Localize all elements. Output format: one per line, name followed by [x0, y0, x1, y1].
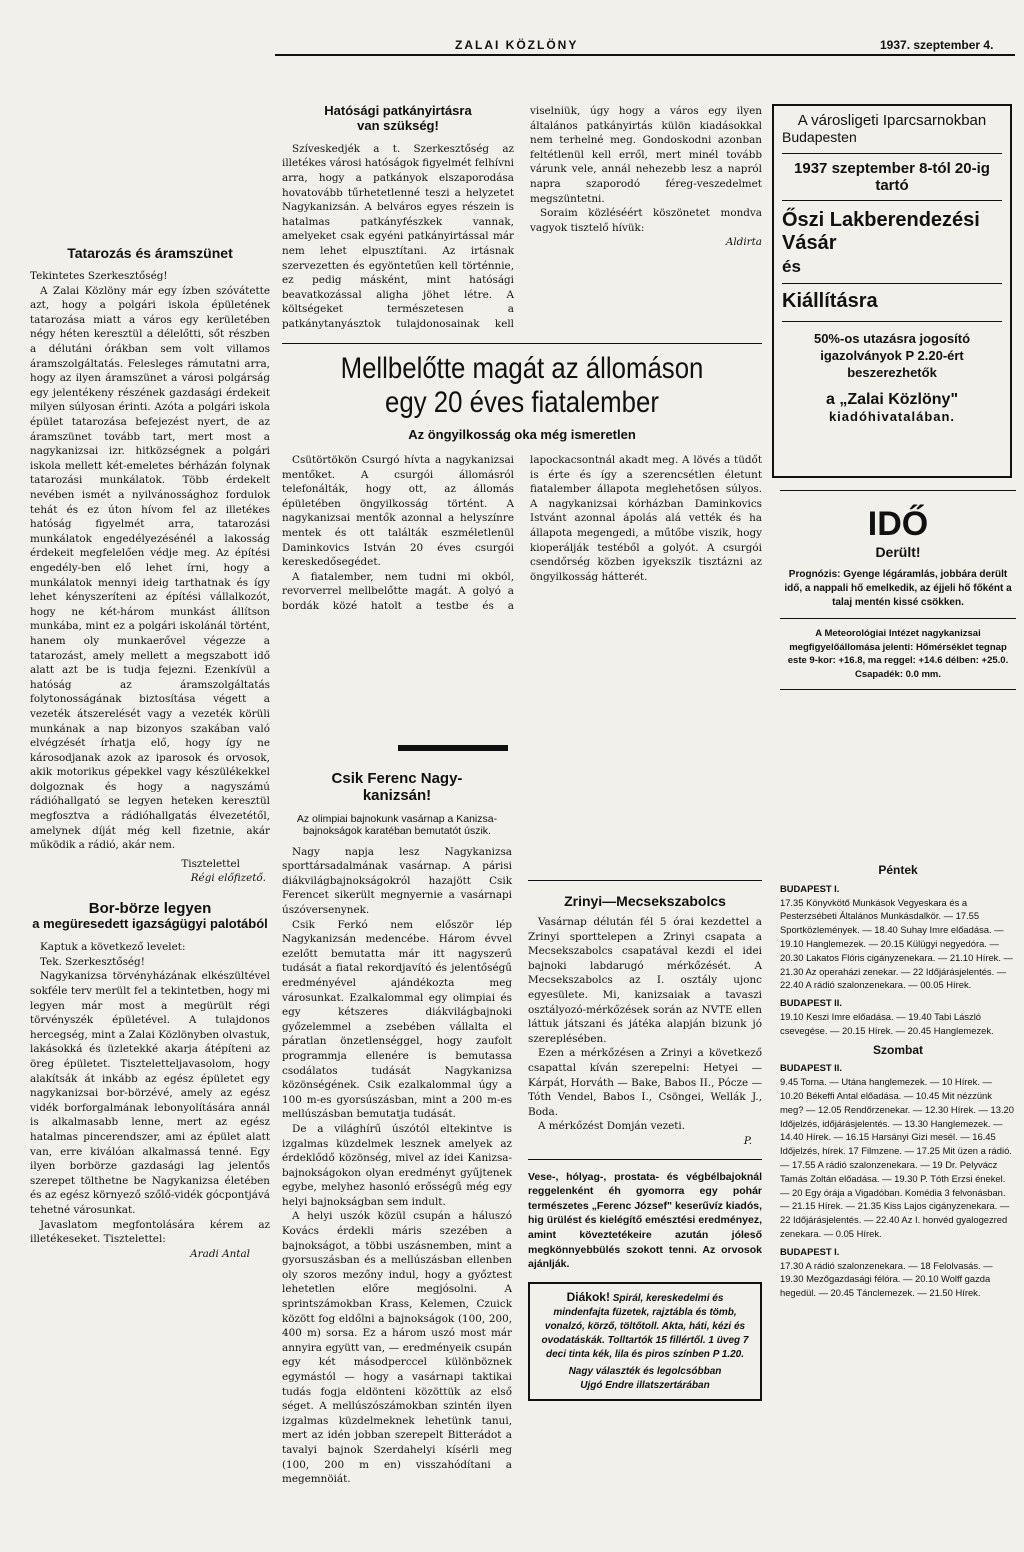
- radio-program: [780, 858, 1016, 1300]
- varosliget-line-5: és: [782, 257, 801, 276]
- masthead-rule: [275, 54, 1015, 56]
- csik-body-3: De a világhírű úszótól eltekintve is izgalmas küzdelmek lesznek amelyek az érdeklődő közönség, mivel az idei Kanizsa-bajnokságokon olyan eredményt gyűjtenek egybe, melyhez hasonló erősségű még egy helyi bajnokságban sem indult.: [282, 1122, 512, 1208]
- varosliget-rule-2: [782, 200, 1002, 201]
- radio-station-program: 17.35 Könyvkötő Munkások Vegyeskara és a Pesterzsébeti Általános Munkásdalkör. — 17.55 Sportközlemények. — 18.40 Suhay Imre előadása. — 19.10 Hanglemezek. — 20.15 Külügyi negyedóra. — 20.30 Lakatos Flóris cigányzenekara. — 21.10 Hírek. — 21.30 Az operaházi zenekar. — 22 Időjárásjelentés. — 22.40 A rádió szalonzenekara. — 00.05 Hírek.: [780, 896, 1013, 991]
- radio-day-saturday: Szombat: [872, 1042, 923, 1057]
- csik-body-4: A helyi uszók közül csupán a háluszó Kovács érdekli máris szezében a bajnokságot, a többi uszásnemben, mint a gyorsuszásban és a mellúszásban ellenben oly szoros mezőny indul, hogy a győztest lehetetlen előre megjósolni. A sprintszámokban Krass, Kelemen, Czuick között fog eldőlni a bajnokságok (100, 200, 400 m) sorsa. Ez a három uszó most már annyira együtt van, — eredményeik csupán egy két másodperccel különböznek egymástól — hogy a vasárnapi taktikai tudás fogja eldönteni közöttük az első séget. A mellúszószámokban szintén ilyen izgalmas küzdelmeknek lehetünk tanui, mert az idén jobban szerepelt Bitterádot a tavalyi bajnok Szerdahelyi kísérli meg (100, 200 m en) visszahódítani a megemnöiát.: [282, 1210, 512, 1486]
- radio-station-program: 17.30 A rádió szalonzenekara. — 18 Felolvasás. — 19.30 Mezőgazdasági félóra. — 20.10 Wolff gazda hegedül. — 20.45 Tánclemezek. — 21.50 Hírek.: [780, 1259, 993, 1299]
- hatosagi-signature: Aldirta: [725, 236, 762, 249]
- weather-rule-bottom: [780, 689, 1016, 690]
- weather-rule-mid: [780, 618, 1016, 619]
- masthead: [0, 0, 1024, 96]
- borborze-title-1: Bor-börze legyen: [88, 900, 212, 918]
- zrinyi-signature: P.: [743, 1135, 752, 1147]
- mellbelotte-body-2: A fiatalember, nem tudni mi okból, revorverrel mellbelőtte magát. A golyó a bordák közé hatolt a testbe és a lapockacsontnál akadt meg. A lövés a tüdőt is érte és így a szerencsétlen életunt fiatalember állapota meglehetősen súlyos. A nagykanizsai kórházban Daminkovics Istvánt azonnal ápolás alá vették és ha állapota megengedi, a műtőbe viszik, hogy kioperálják testéből a golyót. A csurgói csendőrség közben igyekszik tisztázni az öngyilkosság hátterét.: [282, 453, 762, 612]
- radio-station-name: BUDAPEST II.: [780, 997, 842, 1009]
- diakok-line-3: Ujgó Endre illatszertárában: [580, 1379, 710, 1391]
- hatosagi-closing: Soraim közléséért köszönetet mondva vagyok tisztelő hívük:: [530, 207, 762, 234]
- csik-body-1: Nagy napja lesz Nagykanizsa sporttársadalmának vasárnap. A párisi diákvilágbajnokságokról hazajött Csik Ferencet sikerült megnyernie a vasárnapi úszóversenynek.: [282, 845, 512, 916]
- hatosagi-title-2: van szükség!: [357, 117, 439, 133]
- weather-subtitle: Derült!: [875, 544, 921, 561]
- varosliget-rule-4: [782, 321, 1002, 322]
- separator-bar: [398, 745, 508, 751]
- vese-rule: [528, 1159, 762, 1160]
- borborze-title-2: a megüresedett igazságügyi palotából: [32, 916, 268, 932]
- diakok-text: Spirál, kereskedelmi és mindenfajta füzetek, rajztábla és tömb, vonalzó, körző, töltőtoll. Akta, háti, kézi és ovodatáskák. Tolltartók 15 fillértől. 1 üveg 7 deci tinta kék, lila és piros színben P 1.20.: [541, 1292, 749, 1360]
- varosliget-line-7: 50%-os utazásra jogosító igazolványok P 2.20-ért beszerezhetők: [813, 331, 971, 380]
- weather-box: [780, 490, 1016, 690]
- tatarozas-signature: Régi előfizető.: [190, 872, 266, 885]
- radio-station-program: 19.10 Keszi Imre előadása. — 19.40 Tabi László csevegése. — 20.15 Hírek. — 20.45 Hanglemezek.: [780, 1010, 994, 1036]
- newspaper-name: ZALAI KÖZLÖNY: [455, 38, 579, 52]
- borborze-body-1: Nagykanizsa törvényházának elkészültével sokféle terv merült fel a tekintetben, hogy mi legyen már most a megürült régi törvényszék épületével. A tulajdonos hercegség, mint a Zalai Közlönyben olvastuk, lakásokká és üzletekké akarja átépíteni az öreg épületet. Tiszteletteljavasolom, hogy alakítsák át inkább az egész épületet egy nagykanizsai bor-börzévé, amely az egész vidék borforgalmának lebonyolítására annál is alkalmasabb lenne, mert az egész hatalmas pincerendszer, ami az épület alatt van, erre kiválóan alkalmassá tenné. Egy ilyen borbörze gazdasági lag jelentős szerepet tölthetne be Nagykanizsa életében és az egész környező szőlő-vidék gócpontjává tehetné városunkat.: [30, 970, 270, 1216]
- tatarozas-closing: Tisztelettel: [181, 857, 240, 870]
- borborze-signature: Aradi Antal: [190, 1247, 250, 1260]
- borborze-intro: Kaptuk a következő levelet:: [40, 941, 186, 954]
- diakok-ad: [528, 1282, 762, 1401]
- varosliget-line-3: 1937 szeptember 8-tól 20-ig tartó: [794, 160, 990, 194]
- hatosagi-body: Szíveskedjék a t. Szerkesztőség az illetékes városi hatóságok figyelmét felhívni arra, hogy a patkányok elszaporodása hovatovább tűrhetetlenné teszi a helyzetet Nagykanizsán. A belváros egyes részein is hatalmas patkányfészkek vannak, amelyeket csak egyéni patkányirtással már nem lehet elpusztítani. Az irtásnak szervezetten és egyöntetűen kell történnie, ez pedig másként, mint hatósági beavatkozással aligha jöhet létre. A költségeket természetesen a patkánytanyásztok tulajdonosainak kell viselniük, úgy hogy a város egy ilyen általános patkányirtás külön kiadásokkal nem terhelné meg. Gondoskodni azonban feltétlenül kell erről, mert minél tovább várunk vele, annál nehezebb lesz a napról napra szaporodó féreg-veszedelmet megszüntetni.: [282, 105, 762, 330]
- radio-station-name: BUDAPEST I.: [780, 882, 840, 894]
- weather-title: IDŐ: [867, 505, 929, 543]
- weather-meteo: A Meteorológiai Intézet nagykanizsai megfigyelőállomása jelenti: Hőmérséklet tegnap este 9-kor: +16.8, ma reggel: +14.6 délben: +25.0. Csapadék: 0.0 mm.: [787, 628, 1009, 680]
- zrinyi-rule: [528, 880, 762, 881]
- radio-day-friday: Péntek: [878, 863, 918, 877]
- varosliget-line-6: Kiállításra: [782, 290, 878, 312]
- csik-title-1: Csik Ferenc Nagy-: [331, 770, 463, 787]
- issue-date: 1937. szeptember 4.: [880, 38, 994, 52]
- varosliget-rule-1: [782, 153, 1002, 154]
- zrinyi-title: Zrinyi—Mecsekszabolcs: [564, 893, 726, 909]
- column-4: [528, 880, 762, 1401]
- varosliget-line-2: Budapesten: [782, 129, 857, 145]
- zrinyi-body-3: A mérkőzést Domján vezeti.: [538, 1120, 686, 1133]
- diakok-line-2: Nagy választék és legolcsóbban: [568, 1365, 722, 1377]
- varosliget-line-9: kiadóhivatalában.: [828, 409, 956, 424]
- varosliget-line-4: Őszi Lakberendezési Vásár: [782, 209, 980, 254]
- separator: [282, 343, 762, 344]
- zrinyi-body-1: Vasárnap délután fél 5 órai kezdettel a Zrinyi sporttelepen a Zrinyi csapata a Mecsekszabolcs csapatával kezdi el idei bajnoki labdarugó mérkőzését. A Mecsekszabolcs az I. osztály ujonc egyesülete. Mi, kanizsaiak a tavaszi osztályozó-mérkőzések során az NVTE ellen láttuk játszani és játéka alapján bizunk jó szereplésében.: [528, 916, 762, 1045]
- hatosagi-title-1: Hatósági patkányirtásra: [324, 103, 472, 118]
- mellbelotte-body-1: Csütörtökön Csurgó hívta a nagykanizsai mentőket. A csurgói állomásról telefonálták, hogy ott, az állomás épületében öngyilkosság történt. A nagykanizsai mentők azonnal a helyszínre mentek és ott találták eszméletlenül Daminkovics István 20 éves csurgói kereskedősegédet.: [282, 453, 514, 569]
- csik-body-2: Csik Ferkó nem először lép Nagykanizsán medencébe. Három évvel ezelőtt bemutatta már itt nagyszerű tudását a fiatal rekordjavító és jelentőségű eredményével ajándékozta meg városunkat. Ezalkalommal egy olimpiai és egy kétszeres diákvilágbajnoki győzelemmel a zsebében vállalta el páratlan önzetlenséggel, hogy zaufolt programmja ellenére is bemutassa csodálatos tudását Nagykanizsa közönségének. Csik ezalkalommal úgy a 100 m-es gyorsúszásban, mint a 200 m-es mellúszásban bemutatja tudását.: [282, 918, 512, 1121]
- weather-rule-top: [780, 490, 1016, 491]
- radio-station-name: BUDAPEST I.: [780, 1245, 840, 1257]
- mellbelotte-subtitle: Az öngyilkosság oka még ismeretlen: [408, 427, 636, 442]
- varosliget-rule-3: [782, 283, 1002, 284]
- varosliget-line-1: A városligeti Iparcsarnokban: [797, 112, 987, 129]
- zrinyi-body-2: Ezen a mérkőzésen a Zrinyi a következő csapattal kíván szerepelni: Hetyei — Kárpát, Horváth — Bake, Babos II., Pócze — Tóth Vendel, Babos I., Csöngei, Wellák J., Boda.: [528, 1047, 762, 1118]
- radio-station-program: 9.45 Torna. — Utána hanglemezek. — 10 Hírek. — 10.20 Békeffi Antal előadása. — 10.45 Mit nézzünk meg? — 12.05 Rendőrzenekar. — 12.30 Hírek. — 13.20 Időjelzés, időjárásjelentés. — 13.30 Hanglemezek. — 14.40 Hírek. — 16.15 Harsányi Gizi mesél. — 16.45 Időjelzés, hírek. 17 Filmzene. — 17.25 Mit üzen a rádió. — 17.55 A rádió szalonzenekara. — 19 Dr. Pelyvácz Tamás Zoltán előadása. — 19.30 P. Tóth Erzsi énekel. — 20 Egy órája a Vigadóban. Komédia 3 felvonásban. — 21.15 Hírek. — 21.35 Kiss Lajos cigányzenekara. — 22 Időjárásjelentés. — 22.40 Az I. honvéd gyalogezred zenekara. — 0.05 Hírek.: [780, 1076, 1014, 1239]
- mellbelotte-article: [282, 352, 762, 618]
- tatarozas-body: A Zalai Közlöny már egy ízben szóvátette azt, hogy a polgári iskola épületének tatarozása miatt a város egy kerületében négy héten keresztül a délelőtti, sőt részben a délutáni órákban sem volt villamos áramszolgáltatás. Felesleges rámutatni arra, hogy az ilyen áramszünet a városi polgárság egy jelentékeny részének gazdasági érdekeit milyen súlyosan érinti. Azóta a polgári iskola épület tatarozása befejezést nyert, de az áramszünet tovább tart, mert most a nagykanizsai izr. hitközségnek a polgári iskola mellett két-emeletes bérházán folynak tatarozási munkálatok. Több érdekelt nevében ismét a nyilvánossághoz fordulok tehát és ez úton hívom fel az illetékes hatóság figyelmét arra, tatarozási munkálatok engedélyezésénél a lakosság érdekeit megfelelően védje meg. Az építési engedély-ben elő lehet írni, hogy a munkálatok mennyi ideig tarthatnak és így lehet kényszeríteni az építési vállalkozót, hogy ne két-három munkást állítson munkába, mint ez a polgári iskolánál történt, hanem oly munkaerővel végezze a tatarozást, amely mellett a megszabott idő alatt azt be is tudja fejezni. Ezenkívül a hatóság az áramszolgáltatás folytonosságának biztosítása végett a vezeték átszerelését vagy a vezeték körüli munkának a nap bizonyos szakában való elvégzését írhatja elő, hogy így ne károsodjanak azok az iparosok és orvosok, akik motorikus gépekkel vagy készülékekkel dolgoznak és hogy a nagyszámú rádióhallgató se legyen heteken keresztül megfosztva a rádióhallgatás élvezetétől, amelynek díját még kell fizetnie, akár működik a rádió, akár nem.: [30, 284, 270, 852]
- csik-article: [282, 770, 512, 1487]
- csik-lead: Az olimpiai bajnokunk vasárnap a Kanizsa-bajnokságok karatéban bemutatót úszik.: [296, 812, 498, 837]
- varosliget-ad: [772, 104, 1012, 478]
- tatarozas-salutation: Tekintetes Szerkesztőség!: [30, 270, 168, 283]
- varosliget-line-8: a „Zalai Közlöny": [825, 391, 959, 408]
- diakok-lead: Diákok!: [566, 1289, 610, 1304]
- csik-title-2: kanizsán!: [362, 787, 432, 805]
- mellbelotte-title-1: Mellbelőtte magát az állomáson: [340, 352, 704, 385]
- borborze-salutation: Tek. Szerkesztőség!: [40, 955, 145, 968]
- column-1: [30, 245, 270, 1261]
- borborze-body-2: Javaslatom megfontolására kérem az illetékeseket. Tisztelettel:: [30, 1218, 270, 1246]
- hatosagi-article: [282, 104, 762, 334]
- mellbelotte-title-2: egy 20 éves fiatalember: [385, 386, 659, 419]
- vese-ad: Vese-, hólyag-, prostata- és végbélbajoknál reggelenként éh gyomorra egy pohár természetes „Ferenc József" keserűvíz kiadós, hig ürülést és kielégítő emésztési eredményez, amint köveztetékeire azután jóleső megkönnyebbülés szokott tenni. Az orvosok ajánlják.: [528, 1170, 762, 1271]
- tatarozas-title: Tatarozás és áramszünet: [67, 245, 233, 261]
- weather-prognozis: Prognózis: Gyenge légáramlás, jobbára derült idő, a nappali hő emelkedik, az éjjeli hő főként a talaj mentén kissé csökken.: [784, 569, 1012, 609]
- radio-station-name: BUDAPEST II.: [780, 1062, 842, 1074]
